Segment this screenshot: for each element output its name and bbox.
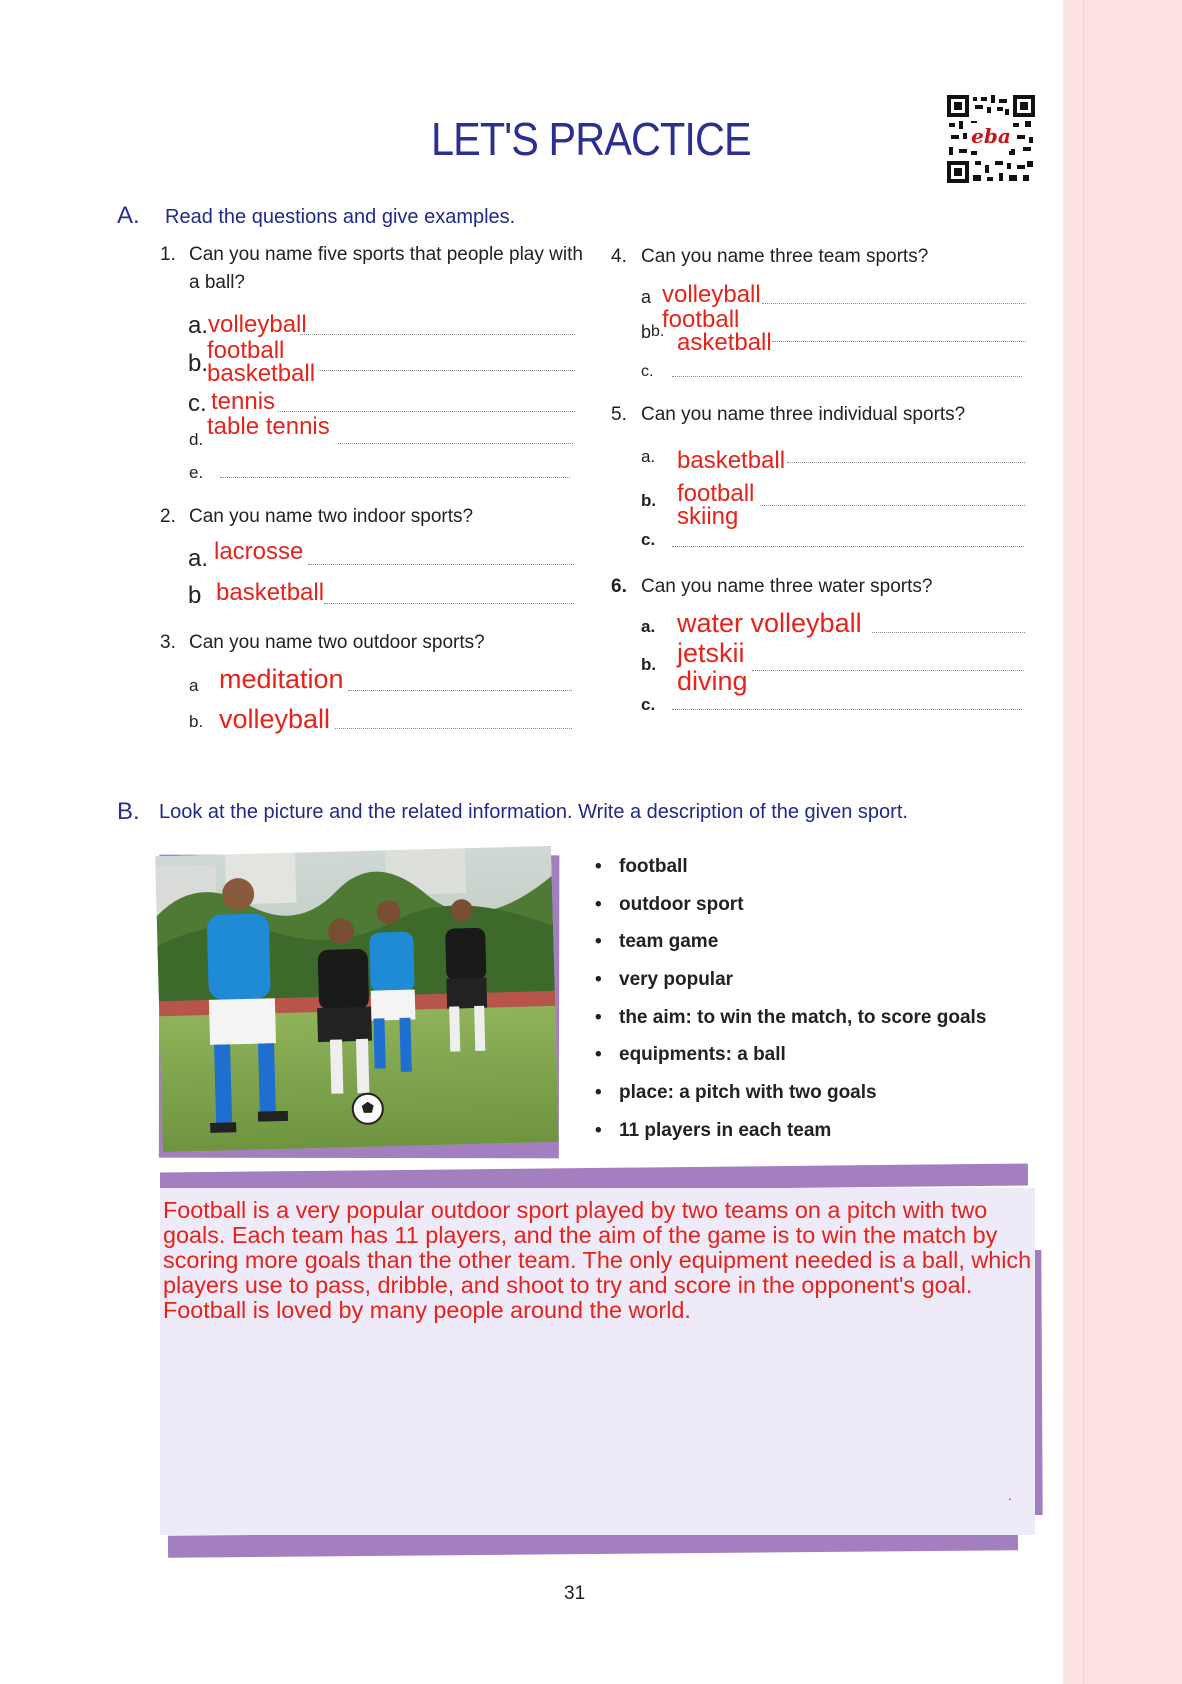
q4-label-a: a (641, 287, 652, 307)
bullet-text: football (619, 856, 688, 877)
bullet-text: equipments: a ball (619, 1044, 786, 1066)
q5-line-c (672, 546, 1024, 547)
q3-label-b: b. (189, 712, 204, 731)
q1-label-e: e. (189, 463, 204, 482)
q5-answer-b[interactable]: football (677, 480, 755, 507)
q4-text: Can you name three team sports? (641, 246, 929, 267)
q1-number: 1. (160, 244, 176, 265)
q6-answer-a[interactable]: water volleyball (677, 608, 862, 638)
q3-answer-b[interactable]: volleyball (219, 704, 331, 734)
q2-line-a (308, 564, 574, 565)
sport-info-list (595, 852, 986, 1154)
list-item (595, 1003, 986, 1041)
q5-label-a: a. (641, 447, 656, 466)
bullet-text: 11 players in each team (619, 1119, 832, 1141)
bullet-text: outdoor sport (619, 893, 744, 915)
q1-line-c (278, 411, 575, 412)
bullet-marker: • (595, 893, 602, 915)
q5-number: 5. (611, 404, 627, 425)
q2-answer-b[interactable]: basketball (216, 579, 325, 606)
q5-answer-a[interactable]: basketball (677, 447, 786, 474)
page-number: 31 (564, 1583, 586, 1604)
q2-answer-a[interactable]: lacrosse (214, 538, 304, 565)
list-item (595, 965, 986, 1003)
q5-label-b: b. (641, 491, 657, 510)
section-b-letter: B. (117, 798, 140, 825)
q5-answer-c[interactable]: skiing (677, 503, 739, 530)
page-title: LET'S PRACTICE (431, 113, 751, 165)
description-trailing-mark: . (1008, 1487, 1012, 1503)
bullet-marker: • (595, 1082, 602, 1104)
bullet-text: place: a pitch with two goals (619, 1082, 877, 1104)
q5-line-a (787, 462, 1025, 463)
section-a-letter: A. (117, 202, 140, 229)
q1-label-c: c. (188, 390, 207, 417)
q4-line-c (672, 376, 1022, 377)
q5-label-c: c. (641, 530, 656, 549)
q2-text: Can you name two indoor sports? (189, 506, 474, 527)
bullet-marker: • (595, 969, 602, 991)
q1-answer-c[interactable]: tennis (211, 388, 276, 415)
q3-number: 3. (160, 632, 176, 653)
bullet-marker: • (595, 1119, 602, 1141)
q6-label-a: a. (641, 617, 656, 636)
photo-frame (155, 846, 563, 1159)
q2-label-b: b (188, 582, 202, 609)
q2-label-a: a. (188, 545, 209, 572)
q4-label-b2: b. (651, 323, 665, 340)
q3-answer-a[interactable]: meditation (219, 664, 344, 694)
q3-label-a: a (189, 676, 199, 695)
bullet-marker: • (595, 931, 602, 953)
svg-text:eba: eba (971, 124, 1011, 148)
q4-line-b (772, 341, 1026, 342)
list-item (595, 890, 986, 928)
description-text[interactable]: Football is a very popular outdoor sport played by two teams on a pitch with two goals. Each team has 11 players, and the aim of the game is to win the match by scoring more goals than the other team. The only equipment needed is a ball, which players use to pass, dribble, and shoot to try and score in the opponent's goal. Football is loved by many people around the world. (163, 1197, 1032, 1323)
q1-line-a (300, 334, 575, 335)
q6-line-b (752, 670, 1024, 671)
section-a-instruction: Read the questions and give examples. (165, 206, 516, 228)
photo-football-players (155, 846, 559, 1152)
q1-label-b: b. (188, 350, 209, 377)
q3-line-b (335, 728, 572, 729)
q1-line-e (220, 477, 570, 478)
q4-line-a (762, 303, 1026, 304)
q6-line-c (672, 709, 1022, 710)
q1-answer-c-extra[interactable]: basketball (207, 360, 316, 387)
list-item (595, 1078, 986, 1116)
q6-label-c: c. (641, 695, 656, 714)
q1-label-a: a. (188, 312, 209, 339)
q1-text: Can you name five sports that people play with a ball? (189, 244, 583, 293)
q3-text: Can you name two outdoor sports? (189, 632, 485, 653)
bullet-text: the aim: to win the match, to score goals (619, 1006, 987, 1028)
q5-text: Can you name three individual sports? (641, 404, 966, 425)
q1-answer-b[interactable]: football (207, 337, 285, 364)
q1-line-b (318, 370, 575, 371)
q4-answer-b2[interactable]: asketball (677, 329, 772, 356)
q1-label-d: d. (189, 430, 204, 449)
q2-number: 2. (160, 506, 176, 527)
bullet-marker: • (595, 856, 602, 877)
q6-number: 6. (611, 576, 627, 597)
q1-line-d (338, 443, 573, 444)
list-item (595, 1040, 986, 1078)
bullet-text: very popular (619, 969, 734, 991)
q5-line-b (760, 505, 1025, 506)
side-strip (1063, 0, 1182, 1684)
q6-answer-b[interactable]: jetskii (677, 638, 745, 668)
list-item (595, 927, 986, 965)
q4-label-b: b (641, 322, 652, 342)
q4-answer-b[interactable]: football (662, 306, 740, 333)
q4-number: 4. (611, 246, 627, 267)
q1-answer-a[interactable]: volleyball (208, 311, 307, 338)
q6-label-b: b. (641, 655, 657, 674)
section-b-instruction: Look at the picture and the related information. Write a description of the given sport. (159, 801, 908, 823)
bullet-marker: • (595, 1006, 602, 1028)
q4-answer-a[interactable]: volleyball (662, 281, 761, 308)
list-item (595, 1116, 986, 1154)
bullet-text: team game (619, 931, 719, 953)
q6-text: Can you name three water sports? (641, 576, 933, 597)
q2-line-b (324, 603, 574, 604)
q6-answer-c[interactable]: diving (677, 666, 748, 696)
q1-answer-d[interactable]: table tennis (207, 413, 330, 440)
q3-line-a (348, 690, 572, 691)
bullet-marker: • (595, 1044, 602, 1066)
q4-label-c: c. (641, 363, 654, 380)
list-item (595, 852, 986, 890)
qr-code-icon[interactable] (947, 95, 1035, 183)
q6-line-a (872, 632, 1025, 633)
